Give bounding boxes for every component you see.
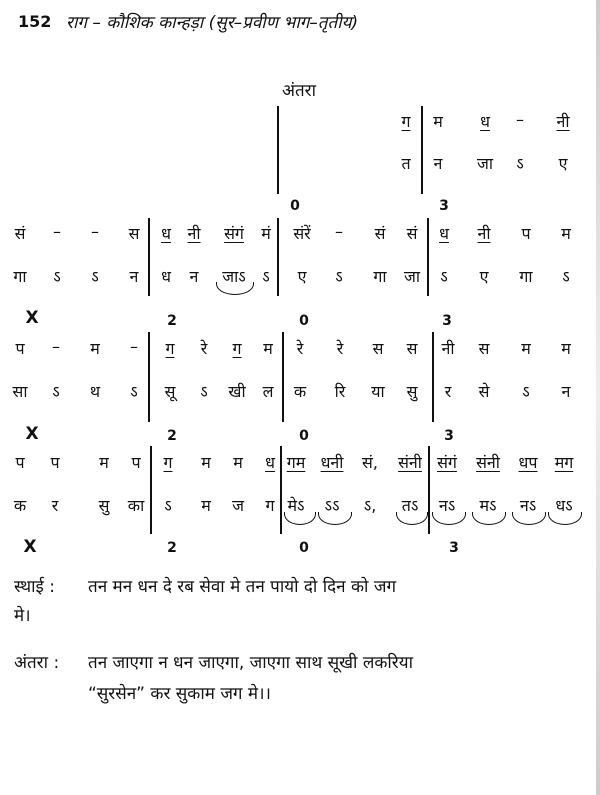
tala-marker: X <box>23 537 37 557</box>
note: नी <box>187 224 201 243</box>
lyric-syllable: जाऽ <box>222 267 246 286</box>
lyric-syllable: ध <box>161 267 171 286</box>
lyric-syllable: खी <box>228 382 246 401</box>
note: सं <box>374 224 386 243</box>
lyric-syllable: तऽ <box>401 496 419 515</box>
running-header: राग – कौशिक कान्हड़ा (सुर–प्रवीण भाग–तृतीय) <box>66 13 359 33</box>
lyric-syllable: ग <box>265 496 275 515</box>
sthayi-line: तन मन धन दे रब सेवा मे तन पायो दो दिन को जग <box>88 577 397 597</box>
lyric-syllable: का <box>127 496 145 515</box>
slur-mark <box>548 512 582 525</box>
note: ग <box>163 453 173 472</box>
slur-mark <box>284 512 316 525</box>
tala-marker: X <box>25 424 39 444</box>
lyric-syllable: सा <box>12 382 28 401</box>
lyric-syllable: गा <box>13 267 27 286</box>
lyric-syllable: क <box>13 496 27 515</box>
lyric-syllable: ऽ <box>91 267 99 286</box>
lyric-syllable: र <box>51 496 59 515</box>
tala-marker: 3 <box>449 540 459 556</box>
note: म <box>90 339 100 358</box>
barline <box>421 106 423 194</box>
tala-marker: 0 <box>290 198 300 214</box>
note: प <box>521 224 531 243</box>
note: स <box>372 339 384 358</box>
lyric-syllable: नऽ <box>438 496 456 515</box>
note: सं, <box>362 453 378 472</box>
note: – <box>130 337 138 356</box>
note: म <box>561 339 571 358</box>
note: ध <box>161 224 171 243</box>
note: मग <box>554 453 574 472</box>
tala-marker: 2 <box>167 540 177 556</box>
tala-marker: 3 <box>444 428 454 444</box>
slur-mark <box>432 512 466 525</box>
barline <box>277 106 279 194</box>
section-heading: अंतरा <box>282 81 317 101</box>
lyric-syllable: ऽऽ <box>324 496 340 515</box>
note: संगं <box>224 224 244 243</box>
lyric-syllable: जा <box>476 154 494 173</box>
barline <box>427 218 429 296</box>
slur-mark <box>216 282 254 295</box>
note: म <box>433 112 443 131</box>
note: संनी <box>398 453 422 472</box>
note: ध <box>265 453 275 472</box>
barline <box>277 218 279 296</box>
lyric-syllable: मऽ <box>479 496 497 515</box>
note: – <box>91 222 99 241</box>
lyric-syllable: ऽ, <box>363 496 377 515</box>
slur-mark <box>396 512 428 525</box>
note: गम <box>286 453 306 472</box>
note: म <box>521 339 531 358</box>
antara-line: “सुरसेन” कर सुकाम जग मे।। <box>88 684 271 704</box>
lyric-syllable: ऽ <box>516 154 524 173</box>
slur-mark <box>512 512 546 525</box>
page-number: 152 <box>18 12 52 31</box>
tala-marker: 0 <box>299 313 309 329</box>
antara-line: तन जाएगा न धन जाएगा, जाएगा साथ सूखी लकरिया <box>88 653 414 673</box>
lyric-syllable: न <box>561 382 571 401</box>
note: नी <box>556 112 570 131</box>
lyric-syllable: त <box>401 154 411 173</box>
note: प <box>50 453 60 472</box>
note: ग <box>165 339 175 358</box>
lyric-syllable: न <box>129 267 139 286</box>
note: ध <box>480 112 490 131</box>
note: म <box>263 339 273 358</box>
lyric-syllable: सू <box>164 382 176 401</box>
lyric-syllable: ऽ <box>522 382 530 401</box>
note: – <box>53 222 61 241</box>
lyric-syllable: या <box>371 382 385 401</box>
lyric-syllable: ऽ <box>440 267 448 286</box>
barline <box>432 332 434 422</box>
slur-mark <box>472 512 506 525</box>
note: नी <box>441 339 455 358</box>
lyric-syllable: ल <box>262 382 274 401</box>
lyric-syllable: ए <box>479 267 489 286</box>
tala-marker: 3 <box>442 313 452 329</box>
lyric-syllable: जा <box>403 267 421 286</box>
lyric-syllable: रि <box>334 382 346 401</box>
lyric-syllable: से <box>478 382 490 401</box>
note: मं <box>261 224 271 243</box>
note: म <box>561 224 571 243</box>
barline <box>150 446 152 534</box>
note: – <box>52 337 60 356</box>
tala-marker: 3 <box>439 198 449 214</box>
lyric-syllable: म <box>201 496 211 515</box>
page-edge-shadow <box>596 0 600 795</box>
lyric-syllable: न <box>433 154 443 173</box>
lyric-syllable: ऽ <box>52 382 60 401</box>
note: म <box>233 453 243 472</box>
tala-marker: 0 <box>299 540 309 556</box>
note: प <box>15 453 25 472</box>
lyric-syllable: ए <box>297 267 307 286</box>
note: रे <box>296 339 304 358</box>
tala-marker: 2 <box>167 313 177 329</box>
barline <box>428 446 430 534</box>
note: सं <box>14 224 26 243</box>
note: – <box>335 222 343 241</box>
lyric-syllable: क <box>293 382 307 401</box>
note: संरें <box>293 224 311 243</box>
lyric-syllable: मेऽ <box>287 496 305 515</box>
lyric-syllable: धऽ <box>555 496 573 515</box>
lyric-syllable: ऽ <box>262 267 270 286</box>
sthayi-line: मे। <box>14 606 31 626</box>
note: म <box>201 453 211 472</box>
lyric-syllable: सु <box>406 382 418 401</box>
barline <box>280 446 282 534</box>
lyric-syllable: ऽ <box>562 267 570 286</box>
note: रे <box>200 339 208 358</box>
lyric-syllable: ज <box>232 496 244 515</box>
note: ग <box>232 339 242 358</box>
note: म <box>99 453 109 472</box>
note: प <box>131 453 141 472</box>
lyric-syllable: ऽ <box>130 382 138 401</box>
note: स <box>478 339 490 358</box>
note: ग <box>401 112 411 131</box>
barline <box>148 332 150 422</box>
lyric-syllable: गा <box>519 267 533 286</box>
lyric-syllable: गा <box>373 267 387 286</box>
lyric-syllable: ऽ <box>200 382 208 401</box>
note: संनी <box>476 453 500 472</box>
lyric-syllable: र <box>444 382 452 401</box>
note: नी <box>477 224 491 243</box>
lyric-syllable: न <box>189 267 199 286</box>
barline <box>282 332 284 422</box>
note: स <box>406 339 418 358</box>
note: – <box>516 110 524 129</box>
note: रे <box>336 339 344 358</box>
tala-marker: 2 <box>167 428 177 444</box>
note: धनी <box>320 453 344 472</box>
lyric-syllable: थ <box>89 382 101 401</box>
note: सं <box>406 224 418 243</box>
antara-label: अंतरा : <box>14 653 60 673</box>
lyric-syllable: नऽ <box>519 496 537 515</box>
note: संगं <box>437 453 457 472</box>
note: प <box>15 339 25 358</box>
tala-marker: X <box>25 308 39 328</box>
lyric-syllable: सु <box>98 496 110 515</box>
lyric-syllable: ऽ <box>164 496 172 515</box>
slur-mark <box>318 512 352 525</box>
sthayi-label: स्थाई : <box>14 577 56 597</box>
lyric-syllable: ए <box>558 154 568 173</box>
note: ध <box>439 224 449 243</box>
lyric-syllable: ऽ <box>53 267 61 286</box>
note: स <box>128 224 140 243</box>
note: धप <box>518 453 538 472</box>
tala-marker: 0 <box>299 428 309 444</box>
lyric-syllable: ऽ <box>335 267 343 286</box>
barline <box>148 218 150 296</box>
